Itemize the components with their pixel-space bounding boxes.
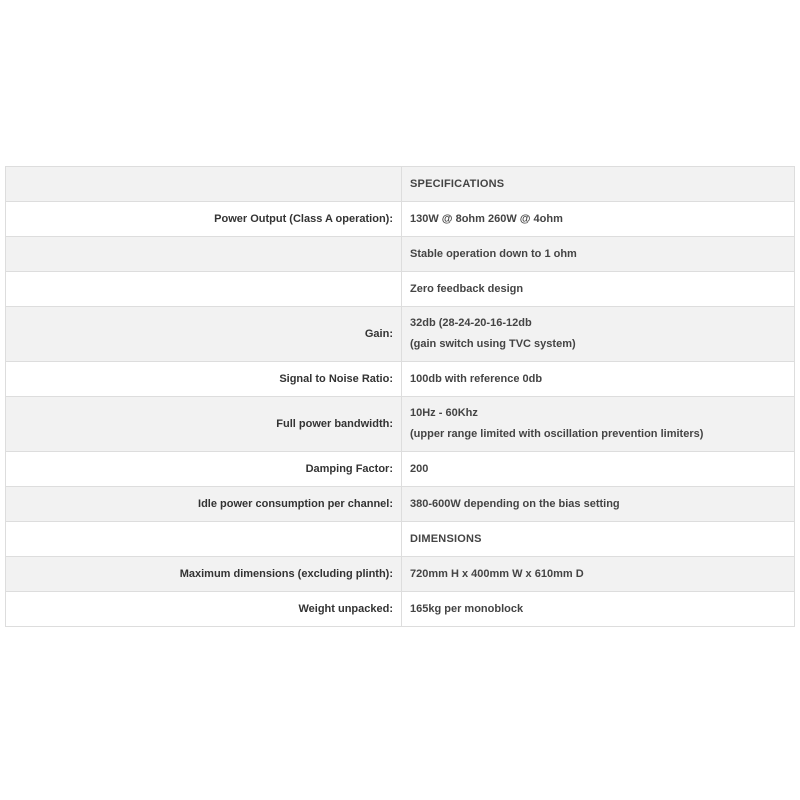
row-label (6, 272, 402, 307)
row-label: Gain: (6, 307, 402, 362)
row-label: Idle power consumption per channel: (6, 487, 402, 522)
row-value: 100db with reference 0db (402, 362, 795, 397)
row-value: 200 (402, 452, 795, 487)
table-row-full-power-bandwidth (6, 397, 795, 452)
row-value: Zero feedback design (402, 272, 795, 307)
row-value: 380-600W depending on the bias setting (402, 487, 795, 522)
row-label (6, 237, 402, 272)
table-row-stable-operation (6, 237, 795, 272)
row-value: 720mm H x 400mm W x 610mm D (402, 557, 795, 592)
section-heading-dimensions: DIMENSIONS (402, 522, 795, 557)
table-row-dimensions-heading (6, 522, 795, 557)
section-heading-specifications: SPECIFICATIONS (402, 167, 795, 202)
row-label: Maximum dimensions (excluding plinth): (6, 557, 402, 592)
row-value: 130W @ 8ohm 260W @ 4ohm (402, 202, 795, 237)
table-row-power-output (6, 202, 795, 237)
table-row-weight (6, 592, 795, 627)
row-value-line-1: 10Hz - 60Khz (410, 407, 478, 419)
row-label (6, 522, 402, 557)
row-value-line-2: (gain switch using TVC system) (410, 338, 576, 350)
row-value: 165kg per monoblock (402, 592, 795, 627)
table-row-damping-factor (6, 452, 795, 487)
row-label: Full power bandwidth: (6, 397, 402, 452)
specifications-table (5, 166, 795, 627)
row-value (402, 307, 795, 362)
table-row-signal-to-noise (6, 362, 795, 397)
row-value: Stable operation down to 1 ohm (402, 237, 795, 272)
row-label: Power Output (Class A operation): (6, 202, 402, 237)
row-label: Weight unpacked: (6, 592, 402, 627)
row-label: Signal to Noise Ratio: (6, 362, 402, 397)
row-value-line-2: (upper range limited with oscillation prevention limiters) (410, 428, 704, 440)
row-value-line-1: 32db (28-24-20-16-12db (410, 317, 532, 329)
row-label (6, 167, 402, 202)
table-row-idle-power (6, 487, 795, 522)
row-label: Damping Factor: (6, 452, 402, 487)
table-row-zero-feedback (6, 272, 795, 307)
table-row-specifications-heading (6, 167, 795, 202)
row-value (402, 397, 795, 452)
table-row-gain (6, 307, 795, 362)
table-row-maximum-dimensions (6, 557, 795, 592)
